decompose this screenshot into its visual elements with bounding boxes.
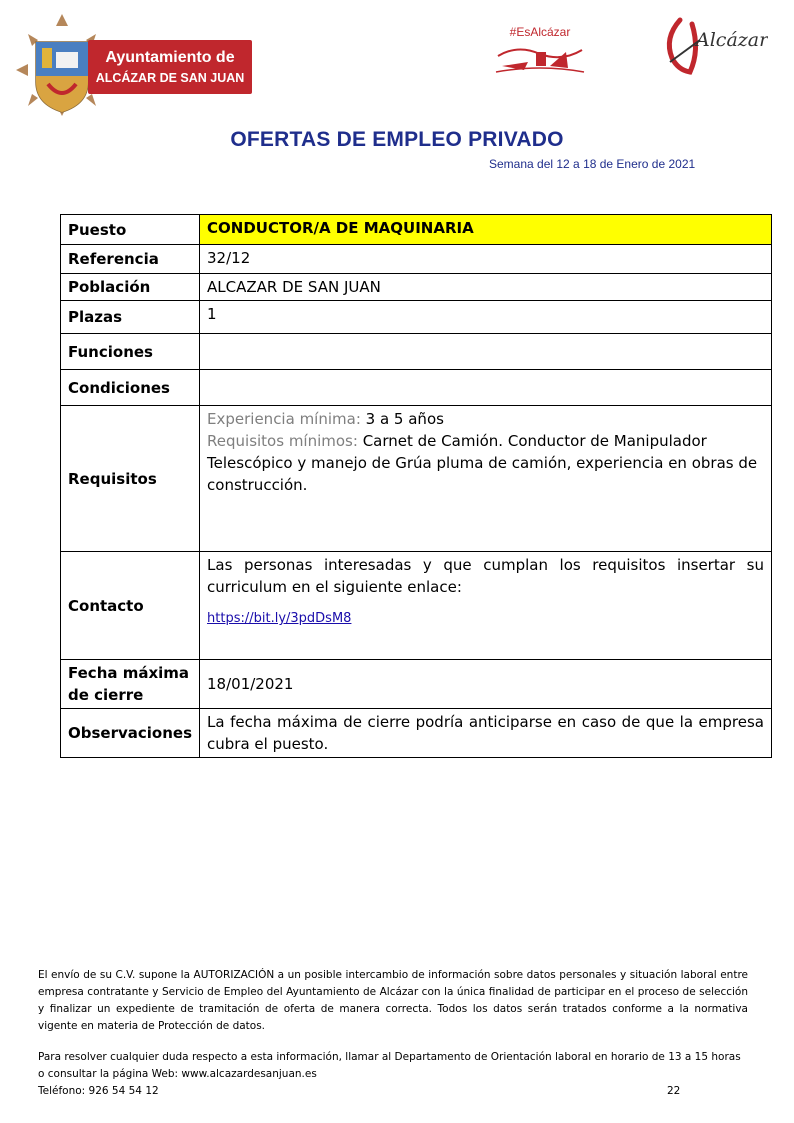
requisitos-value <box>200 406 772 552</box>
brand-text: Alcázar <box>696 29 768 51</box>
table-row <box>61 245 772 274</box>
alcazar-brand-logo <box>660 10 768 76</box>
ayto-name-line1: Ayuntamiento de <box>105 49 235 66</box>
requisitos-minimos-value: Carnet de Camión. Conductor de Manipulador Telescópico y manejo de Grúa pluma de camión, experiencia en obras de construcción. <box>207 432 758 494</box>
plazas-label: Plazas <box>61 301 200 334</box>
puesto-value: CONDUCTOR/A DE MAQUINARIA <box>200 215 772 245</box>
page-number: 22 <box>667 1085 681 1097</box>
contact-info: Para resolver cualquier duda respecto a esta información, llamar al Departamento de Orientación laboral en horario de 13 a 15 horas o consultar la página Web: www.alcazardesanjuan.es <box>38 1051 741 1080</box>
table-row <box>61 406 772 552</box>
table-row <box>61 370 772 406</box>
week-subtitle: Semana del 12 a 18 de Enero de 2021 <box>489 157 696 171</box>
experiencia-value: 3 a 5 años <box>365 410 444 428</box>
requisitos-label: Requisitos <box>61 406 200 552</box>
table-row <box>61 274 772 301</box>
poblacion-value: ALCAZAR DE SAN JUAN <box>200 274 772 301</box>
ayto-name-line2: ALCÁZAR DE SAN JUAN <box>95 71 245 85</box>
funciones-label: Funciones <box>61 334 200 370</box>
fecha-value: 18/01/2021 <box>200 660 772 709</box>
table-row <box>61 334 772 370</box>
observaciones-value: La fecha máxima de cierre podría anticiparse en caso de que la empresa cubra el puesto. <box>200 709 772 758</box>
privacy-notice: El envío de su C.V. supone la AUTORIZACIÓN a un posible intercambio de información sobre datos personales y situación laboral entre empresa contratante y Servicio de Empleo del Ayuntamiento de Alcázar con la única finalidad de participar en el proceso de selección y finalizar un expediente de tramitación de oferta de manera correcta. Todos los datos serán tratados conforme a la normativa vigente en materia de Protección de datos. <box>38 969 748 1032</box>
observaciones-label: Observaciones <box>61 709 200 758</box>
condiciones-label: Condiciones <box>61 370 200 406</box>
table-row <box>61 215 772 245</box>
contacto-text: Las personas interesadas y que cumplan los requisitos insertar su curriculum en el siguiente enlace: <box>207 556 764 596</box>
table-row <box>61 709 772 758</box>
contacto-label: Contacto <box>61 552 200 660</box>
job-offer-table <box>60 214 772 758</box>
contacto-value <box>200 552 772 660</box>
table-row <box>61 552 772 660</box>
referencia-label: Referencia <box>61 245 200 274</box>
page-title: OFERTAS DE EMPLEO PRIVADO <box>230 128 564 151</box>
poblacion-label: Población <box>61 274 200 301</box>
experiencia-label: Experiencia mínima: <box>207 410 366 428</box>
ayuntamiento-logo <box>14 12 254 118</box>
puesto-label: Puesto <box>61 215 200 245</box>
plazas-value: 1 <box>200 301 772 334</box>
contacto-link[interactable]: https://bit.ly/3pdDsM8 <box>207 611 352 626</box>
requisitos-minimos-label: Requisitos mínimos: <box>207 432 363 450</box>
funciones-value <box>200 334 772 370</box>
referencia-value: 32/12 <box>200 245 772 274</box>
condiciones-value <box>200 370 772 406</box>
phone-number: Teléfono: 926 54 54 12 <box>38 1085 159 1097</box>
fecha-label: Fecha máxima de cierre <box>61 660 200 709</box>
es-alcazar-logo <box>488 22 592 82</box>
hashtag-text: #EsAlcázar <box>509 25 571 39</box>
table-row <box>61 660 772 709</box>
table-row <box>61 301 772 334</box>
